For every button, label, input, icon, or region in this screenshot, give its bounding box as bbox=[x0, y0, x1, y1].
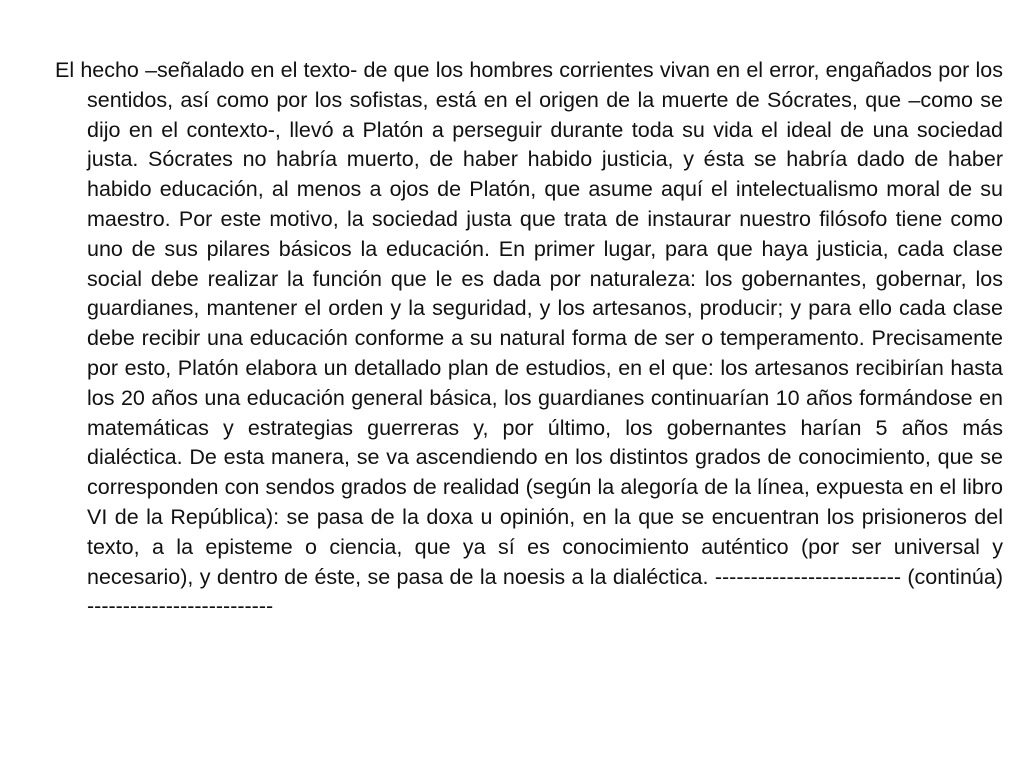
body-paragraph: El hecho –señalado en el texto- de que los hombres corrientes vivan en el error, engañados por los sentidos, así como por los sofistas, está en el origen de la muerte de Sócrates, que –como se dijo en el contexto-, llevó a Platón a perseguir durante toda su vida el ideal de una sociedad justa. Sócrates no habría muerto, de haber habido justicia, y ésta se habría dado de haber habido educación, al menos a ojos de Platón, que asume aquí el intelectualismo moral de su maestro. Por este motivo, la sociedad justa que trata de instaurar nuestro filósofo tiene como uno de sus pilares básicos la educación. En primer lugar, para que haya justicia, cada clase social debe realizar la función que le es dada por naturaleza: los gobernantes, gobernar, los guardianes, mantener el orden y la seguridad, y los artesanos, producir; y para ello cada clase debe recibir una educación conforme a su natural forma de ser o temperamento. Precisamente por esto, Platón elabora un detallado plan de estudios, en el que: los artesanos recibirían hasta los 20 años una educación general básica, los guardianes continuarían 10 años formándose en matemáticas y estrategias guerreras y, por último, los gobernantes harían 5 años más dialéctica. De esta manera, se va ascendiendo en los distintos grados de conocimiento, que se corresponden con sendos grados de realidad (según la alegoría de la línea, expuesta en el libro VI de la República): se pasa de la doxa u opinión, en la que se encuentran los prisioneros del texto, a la episteme o ciencia, que ya sí es conocimiento auténtico (por ser universal y necesario), y dentro de éste, se pasa de la noesis a la dialéctica. -------------------------- (continúa) -------------------------- bbox=[55, 58, 1003, 619]
